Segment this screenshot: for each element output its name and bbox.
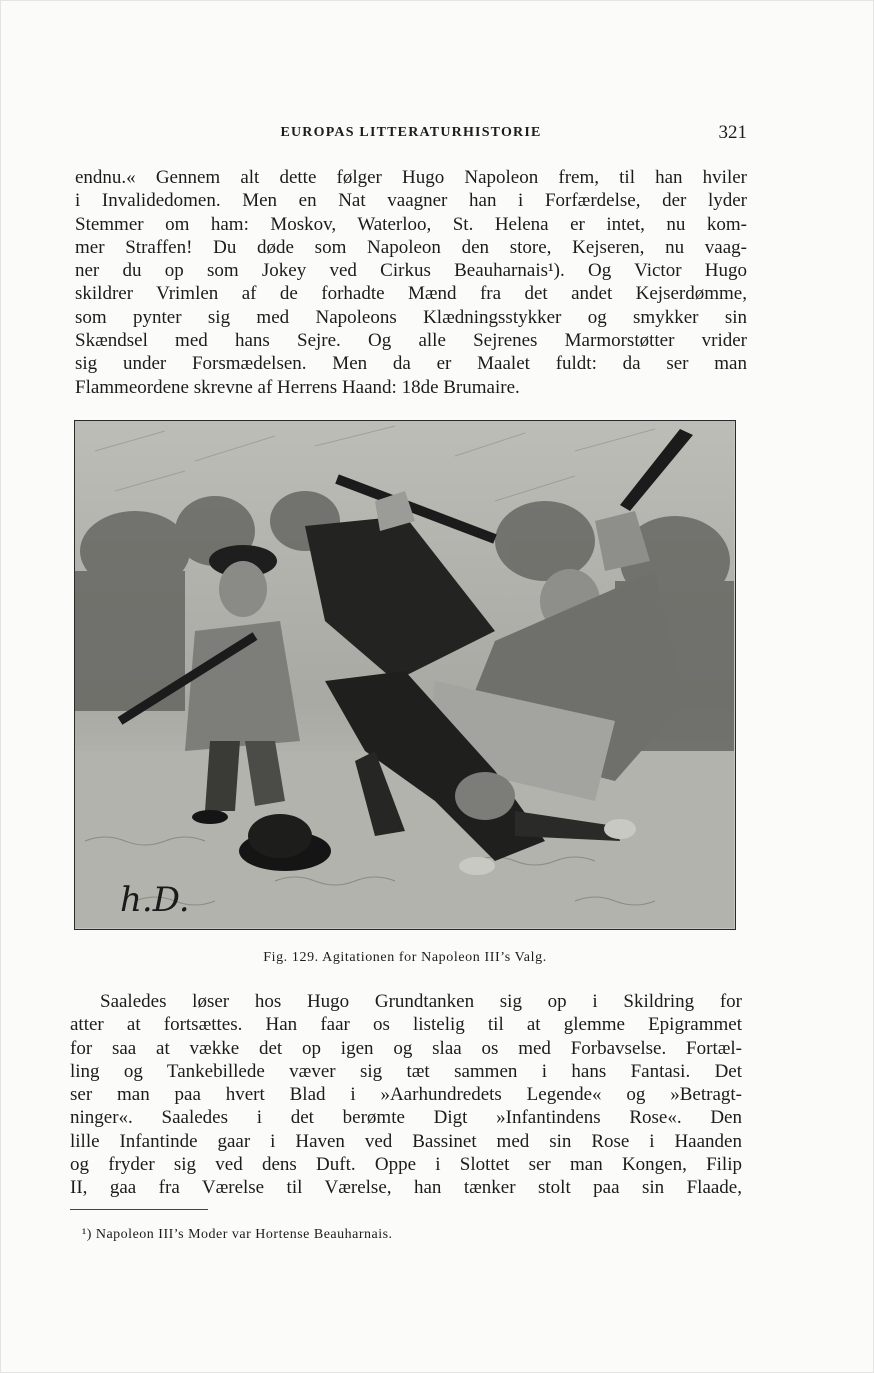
lithograph-street-fight: [75, 421, 734, 928]
text-line: for saa at vække det op igen og slaa os med Forbavselse. Fortæl-: [70, 1037, 742, 1059]
text-line: atter at fortsættes. Han faar os listelig til at glemme Epigrammet: [70, 1014, 742, 1036]
text-line: Skændsel med hans Sejre. Og alle Sejrenes Marmorstøtter vrider: [75, 330, 747, 352]
figure-caption: Fig. 129. Agitationen for Napoleon III’s Valg.: [263, 950, 547, 965]
footnote: ¹) Napoleon III’s Moder var Hortense Beauharnais.: [82, 1227, 393, 1242]
running-head: [75, 122, 747, 146]
text-line: lille Infantinde gaar i Haven ved Bassinet med sin Rose i Haanden: [70, 1130, 742, 1152]
text-line: som pynter sig med Napoleons Klædningsstykker og smykker sin: [75, 306, 747, 328]
text-line: mer Straffen! Du døde som Napoleon den store, Kejseren, nu vaag-: [75, 236, 747, 258]
text-line: ninger«. Saaledes i det berømte Digt »Infantindens Rose«. Den: [70, 1107, 742, 1129]
page-number: 321: [718, 122, 747, 143]
text-line: Saaledes løser hos Hugo Grundtanken sig op i Skildring for: [100, 991, 742, 1012]
figure-illustration: [74, 420, 736, 930]
text-line: endnu.« Gennem alt dette følger Hugo Napoleon frem, til han hviler: [75, 167, 747, 188]
running-title: EUROPAS LITTERATURHISTORIE: [280, 125, 542, 140]
text-line: ner du op som Jokey ved Cirkus Beauharnais¹). Og Victor Hugo: [75, 260, 747, 282]
text-line: sig under Forsmædelsen. Men da er Maalet fuldt: da ser man: [75, 353, 747, 375]
text-line: skildrer Vrimlen af de forhadte Mænd fra det andet Kejserdømme,: [75, 283, 747, 305]
footnote-rule: [70, 1209, 208, 1210]
text-line: og fryder sig ved dens Duft. Oppe i Slottet ser man Kongen, Filip: [70, 1154, 742, 1176]
paragraph-1: [75, 166, 747, 399]
text-line: II, gaa fra Værelse til Værelse, han tænker stolt paa sin Flaade,: [70, 1177, 742, 1199]
text-line: Flammeordene skrevne af Herrens Haand: 18de Brumaire.: [75, 376, 520, 398]
text-line: ser man paa hvert Blad i »Aarhundredets Legende« og »Betragt-: [70, 1084, 742, 1106]
text-line: Stemmer om ham: Moskov, Waterloo, St. Helena er intet, nu kom-: [75, 213, 747, 235]
text-line: i Invalidedomen. Men en Nat vaagner han i Forfærdelse, der lyder: [75, 190, 747, 212]
paragraph-2: [70, 990, 742, 1200]
artist-signature: h.D.: [120, 880, 190, 920]
text-line: ling og Tankebillede væver sig tæt sammen i hans Fantasi. Det: [70, 1060, 742, 1082]
